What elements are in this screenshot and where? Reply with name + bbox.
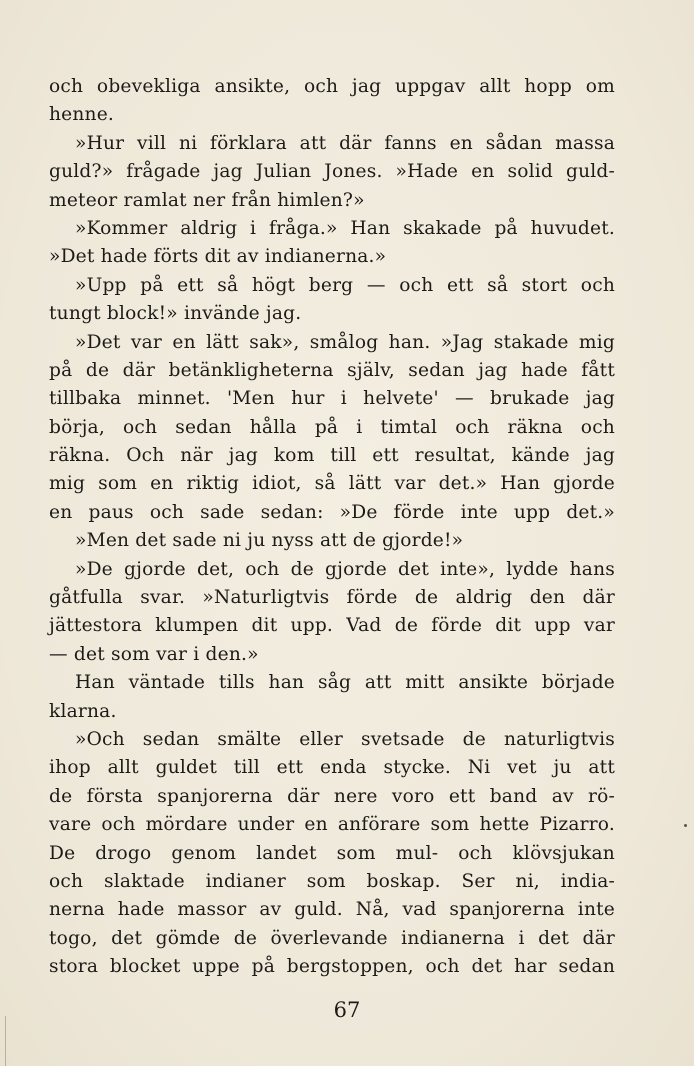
text-line: vare och mördare under en anförare som hette Pizarro. (49, 814, 615, 836)
text-line: tungt block!» invände jag. (49, 303, 302, 325)
text-line: — det som var i den.» (49, 643, 259, 665)
text-line: en paus och sade sedan: »De förde inte upp det.» (49, 501, 615, 523)
text-line: jättestora klumpen dit upp. Vad de förde dit upp var (49, 615, 615, 637)
text-line: »Och sedan smälte eller svetsade de naturligtvis (75, 728, 615, 750)
text-line: »Upp på ett så högt berg — och ett så stort och (75, 274, 615, 296)
text-line: börja, och sedan hålla på i timtal och räkna och (49, 416, 615, 438)
text-line: räkna. Och när jag kom till ett resultat, kände jag (49, 445, 615, 467)
text-line: Han väntade tills han såg att mitt ansikte började (75, 672, 615, 694)
text-line: ihop allt guldet till ett enda stycke. Ni vet ju att (49, 757, 615, 779)
text-line: tillbaka minnet. 'Men hur i helvete' — brukade jag (49, 388, 615, 410)
text-line: »Det hade förts dit av indianerna.» (49, 246, 387, 268)
text-line: nerna hade massor av guld. Nå, vad spanjorerna inte (49, 899, 615, 921)
text-line: de första spanjorerna där nere voro ett band av rö- (49, 785, 615, 807)
text-line: klarna. (49, 700, 117, 722)
text-line: De drogo genom landet som mul- och klövsjukan (49, 842, 615, 864)
margin-speck (684, 824, 687, 827)
text-line: »Men det sade ni ju nyss att de gjorde!» (75, 530, 464, 552)
text-line: »Kommer aldrig i fråga.» Han skakade på huvudet. (75, 217, 615, 239)
text-line: stora blocket uppe på bergstoppen, och det har sedan (49, 956, 615, 978)
text-line: meteor ramlat ner från himlen?» (49, 189, 365, 211)
body-text (49, 73, 615, 982)
text-line: och obevekliga ansikte, och jag uppgav allt hopp om (49, 76, 615, 97)
binding-edge (5, 1016, 6, 1066)
text-line: mig som en riktig idiot, så lätt var det.» Han gjorde (49, 473, 615, 495)
text-line: gåtfulla svar. »Naturligtvis förde de aldrig den där (49, 587, 615, 609)
text-line: »Det var en lätt sak», smålog han. »Jag stakade mig (75, 331, 615, 353)
text-line: guld?» frågade jag Julian Jones. »Hade en solid guld- (49, 161, 615, 183)
text-line: togo, det gömde de överlevande indianerna i det där (49, 927, 615, 949)
text-line: på de där betänkligheterna själv, sedan jag hade fått (49, 359, 615, 381)
page-number: 67 (333, 998, 361, 1022)
text-line: »De gjorde det, och de gjorde det inte», lydde hans (75, 558, 615, 580)
text-line: henne. (49, 104, 115, 126)
text-line: och slaktade indianer som boskap. Ser ni, india- (49, 870, 615, 892)
text-line: »Hur vill ni förklara att där fanns en sådan massa (75, 132, 615, 154)
